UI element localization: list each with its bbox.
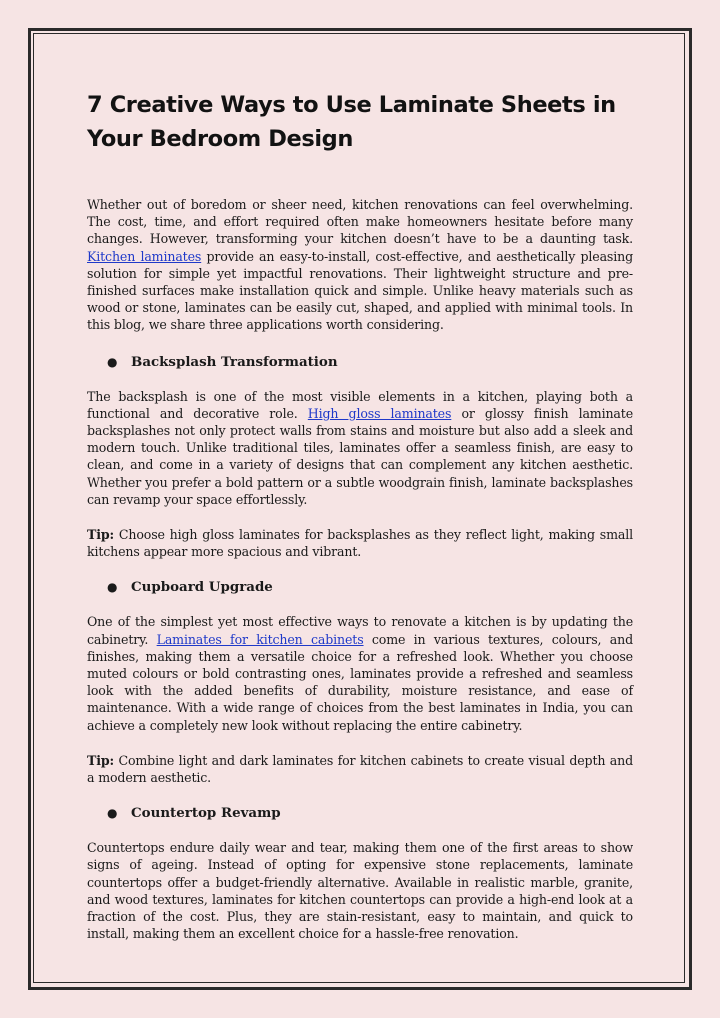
section-paragraph-countertop	[87, 839, 633, 942]
tip-label: Tip:	[87, 527, 115, 543]
intro-text-start: Whether out of boredom or sheer need, kitchen renovations can feel overwhelming. The cost, time, and effort required often make homeowners hesitate before many changes. However, transforming your kitchen doesn’t have to be a daunting task.	[87, 197, 633, 247]
paragraph-text-end: come in various textures, colours, and finishes, making them a versatile choice for a refreshed look. Whether you choose muted colours or bold contrasting ones, laminates provide a refreshed and seamless look with the added benefits of durability, moisture resistance, and ease of maintenance. With a wide range of choices from the best laminates in India, you can achieve a completely new look without replacing the entire cabinetry.	[87, 631, 633, 733]
section-heading-backsplash	[107, 353, 633, 371]
article	[87, 88, 633, 961]
tip-label: Tip:	[87, 752, 115, 768]
paragraph-text: Countertops endure daily wear and tear, making them one of the first areas to show signs of ageing. Instead of opting for expensive stone replacements, laminate countertops offer a budget-friendly alternative. Available in realistic marble, granite, and wood textures, laminates for kitchen countertops can provide a high-end look at a fraction of the cost. Plus, they are stain-resistant, easy to maintain, and quick to install, making them an excellent choice for a hassle-free renovation.	[87, 840, 633, 942]
laminates-for-kitchen-cabinets-link[interactable]: Laminates for kitchen cabinets	[156, 631, 364, 647]
paragraph-text-start: One of the simplest yet most effective ways to renovate a kitchen is by updating the cabinetry.	[87, 614, 633, 647]
section-heading-cupboard	[107, 578, 633, 596]
bullet-icon: ●	[107, 354, 118, 369]
intro-paragraph	[87, 196, 633, 334]
section-heading-text: Backsplash Transformation	[131, 353, 338, 370]
intro-text-end: provide an easy-to-install, cost-effective, and aesthetically pleasing solution for simple yet impactful renovations. Their lightweight structure and pre-finished surfaces make installation quick and simple. Unlike heavy materials such as wood or stone, laminates can be easily cut, shaped, and applied with minimal tools. In this blog, we share three applications worth considering.	[87, 248, 633, 333]
tip-backsplash	[87, 526, 633, 560]
section-heading-text: Cupboard Upgrade	[131, 579, 273, 596]
kitchen-laminates-link[interactable]: Kitchen laminates	[87, 248, 202, 264]
article-title: 7 Creative Ways to Use Laminate Sheets in Your Bedroom Design	[87, 92, 616, 152]
tip-cupboard	[87, 752, 633, 786]
tip-text: Combine light and dark laminates for kitchen cabinets to create visual depth and a modern aesthetic.	[87, 752, 633, 786]
high-gloss-laminates-link[interactable]: High gloss laminates	[307, 405, 452, 421]
paragraph-text-end: or glossy finish laminate backsplashes not only protect walls from stains and moisture but also add a sleek and modern touch. Unlike traditional tiles, laminates offer a seamless finish, are easy to clean, and come in a variety of designs that can complement any kitchen aesthetic. Whether you prefer a bold pattern or a subtle woodgrain finish, laminate backsplashes can revamp your space effortlessly.	[87, 405, 634, 507]
section-paragraph-backsplash	[87, 388, 633, 508]
paragraph-text-start: The backsplash is one of the most visible elements in a kitchen, playing both a functional and decorative role.	[87, 388, 633, 421]
bullet-icon: ●	[107, 580, 118, 595]
section-heading-countertop	[107, 804, 633, 822]
bullet-icon: ●	[107, 806, 118, 821]
tip-text: Choose high gloss laminates for backsplashes as they reflect light, making small kitchens appear more spacious and vibrant.	[87, 527, 633, 560]
section-heading-text: Countertop Revamp	[131, 805, 281, 822]
section-paragraph-cupboard	[87, 613, 633, 733]
